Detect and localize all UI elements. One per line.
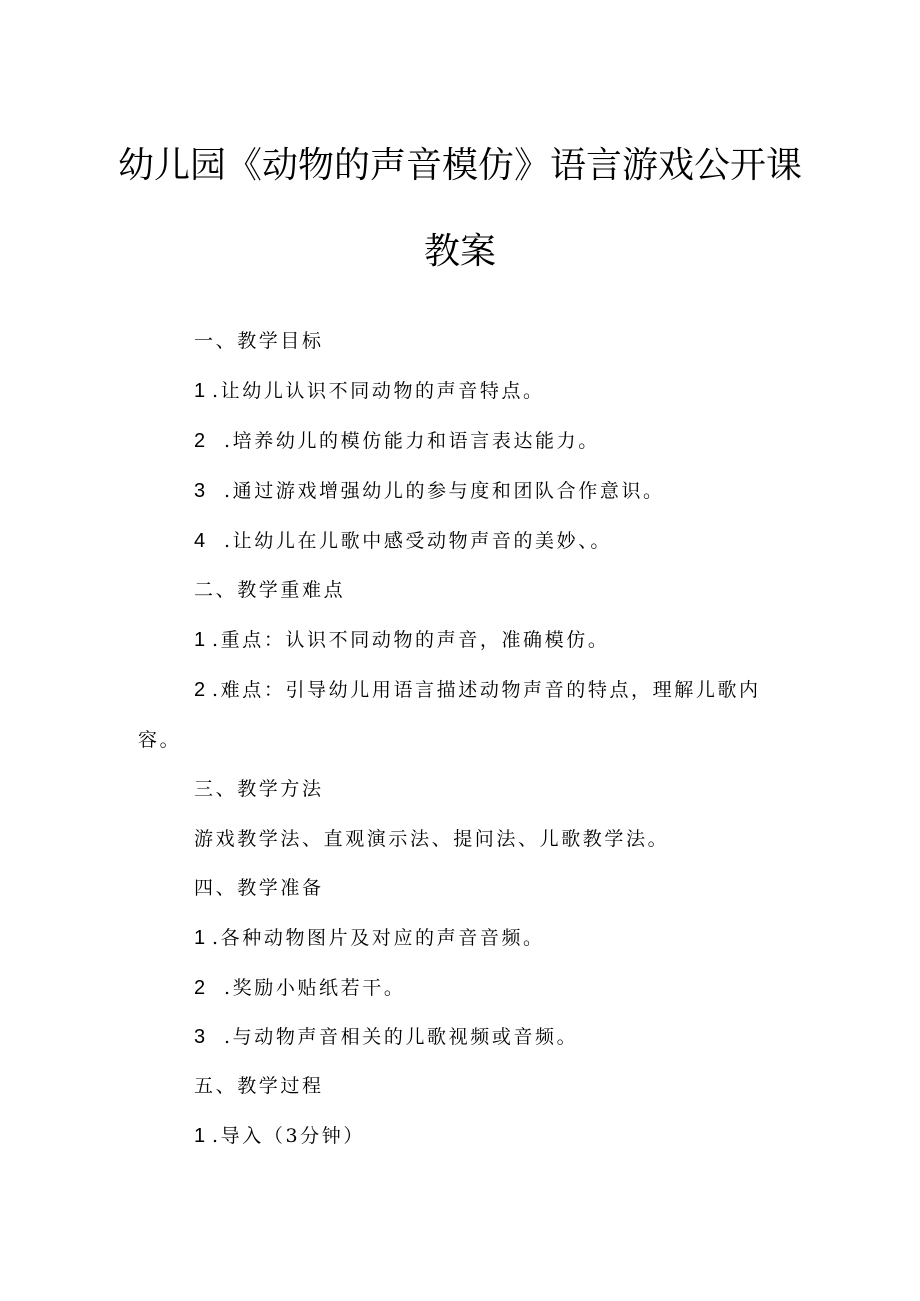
item-number: 2 (194, 679, 206, 701)
item-text: .导入（3分钟） (212, 1125, 365, 1147)
item-text: .与动物声音相关的儿歌视频或音频。 (224, 1026, 579, 1048)
methods-body: 游戏教学法、直观演示法、提问法、儿歌教学法。 (194, 828, 670, 850)
item-number: 1 (194, 1125, 206, 1147)
item-text: .难点：引导幼儿用语言描述动物声音的特点，理解儿歌内 (212, 679, 761, 701)
section-heading-preparation: 四、教学准备 (194, 877, 324, 899)
item-text: .让幼儿在儿歌中感受动物声音的美妙、。 (224, 530, 612, 552)
item-text: .奖励小贴纸若干。 (224, 977, 406, 999)
list-item (194, 975, 405, 1001)
item-text: .各种动物图片及对应的声音音频。 (212, 927, 545, 949)
item-number: 3 (194, 1026, 206, 1048)
list-item (194, 378, 545, 404)
item-number: 1 (194, 380, 206, 402)
item-number: 2 (194, 430, 206, 452)
item-number: 3 (194, 480, 206, 502)
document-title-line-1: 幼儿园《动物的声音模仿》语言游戏公开课 (117, 145, 802, 186)
list-item (194, 428, 600, 454)
list-item (194, 627, 609, 653)
section-heading-process: 五、教学过程 (194, 1075, 324, 1097)
list-item (194, 1123, 365, 1149)
list-item (194, 677, 761, 703)
document-title-line-2: 教案 (423, 231, 496, 272)
item-number: 1 (194, 927, 206, 949)
list-item (194, 925, 545, 951)
item-number: 1 (194, 629, 206, 651)
item-number: 2 (194, 977, 206, 999)
item-text: .培养幼儿的模仿能力和语言表达能力。 (224, 430, 600, 452)
item-text: .通过游戏增强幼儿的参与度和团队合作意识。 (224, 480, 665, 502)
list-item (194, 1024, 578, 1050)
item-number: 4 (194, 530, 206, 552)
section-heading-key-points: 二、教学重难点 (194, 579, 346, 601)
list-item (194, 478, 665, 504)
list-item-continuation: 容。 (138, 729, 182, 751)
section-heading-methods: 三、教学方法 (194, 778, 324, 800)
section-heading-goals: 一、教学目标 (194, 330, 324, 352)
item-text: .重点：认识不同动物的声音，准确模仿。 (212, 629, 610, 651)
list-item (194, 528, 612, 554)
item-text: .让幼儿认识不同动物的声音特点。 (212, 380, 545, 402)
